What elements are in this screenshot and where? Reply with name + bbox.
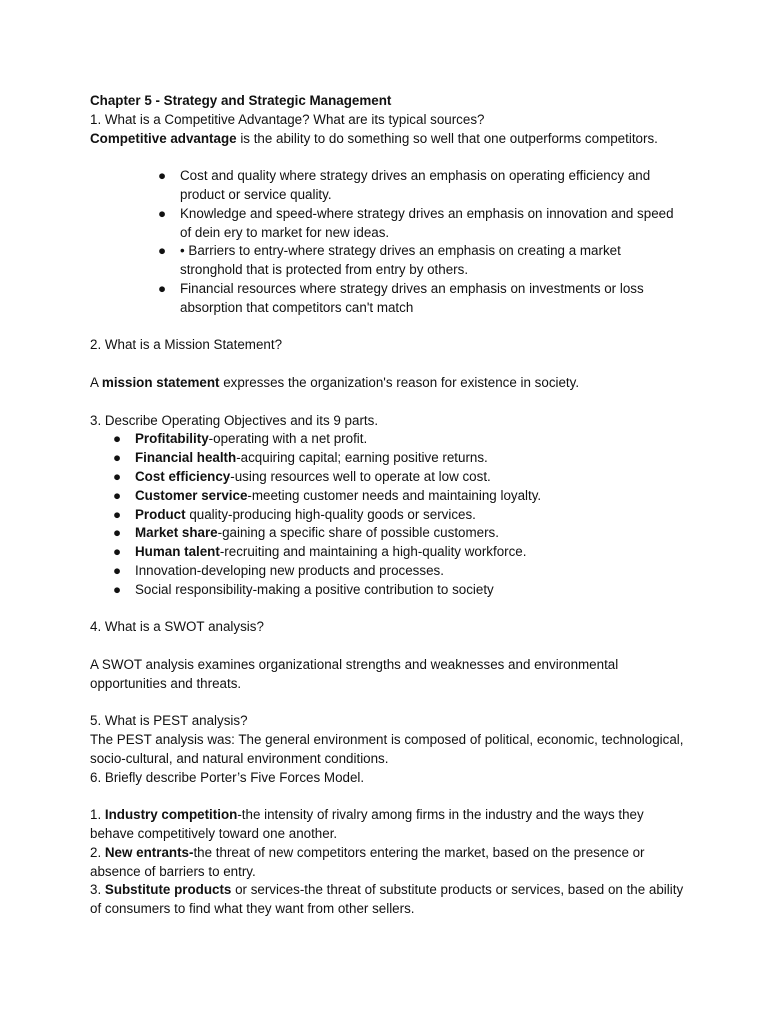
bullet-icon: ● bbox=[113, 544, 122, 560]
q5-answer: The PEST analysis was: The general environment is composed of political, economic, technological, socio-cultural, and natural environment conditions. bbox=[90, 732, 684, 766]
force-item: 3. Substitute products or services-the threat of substitute products or services, based on the ability of consumers to find what they want from other sellers. bbox=[90, 882, 684, 917]
force-item: 1. Industry competition-the intensity of rivalry among firms in the industry and the ways they behave competitively toward one another. bbox=[90, 807, 644, 842]
advantage-sources-list bbox=[158, 167, 680, 317]
q2-term: mission statement bbox=[101, 374, 220, 390]
q1-definition: is the ability to do something so well that one outperforms competitors. bbox=[236, 130, 658, 146]
list-item: ● Financial resources where strategy drives an emphasis on investments or loss absorption that competitors can't match bbox=[158, 280, 644, 315]
bullet-icon: ● bbox=[113, 450, 122, 466]
q5-question: 5. What is PEST analysis? bbox=[90, 713, 248, 729]
chapter-title: Chapter 5 - Strategy and Strategic Management bbox=[90, 93, 392, 108]
list-item: ● Profitability-operating with a net profit. bbox=[135, 430, 635, 449]
q2-question: 2. What is a Mission Statement? bbox=[90, 337, 283, 353]
list-item: ● Human talent-recruiting and maintaining a high-quality workforce. bbox=[135, 543, 635, 562]
bullet-icon: ● bbox=[113, 581, 122, 597]
list-item: ● Product quality-producing high-quality goods or services. bbox=[135, 506, 635, 525]
bullet-icon: ● bbox=[113, 431, 122, 447]
q4-answer: A SWOT analysis examines organizational strengths and weaknesses and environmental opportunities and threats. bbox=[90, 656, 619, 691]
list-item: ● Customer service-meeting customer needs and maintaining loyalty. bbox=[135, 487, 635, 506]
list-item: ● • Barriers to entry-where strategy drives an emphasis on creating a market stronghold that is protected from entry by others. bbox=[158, 243, 621, 278]
q1-answer bbox=[90, 130, 690, 149]
list-item: ● Cost efficiency-using resources well to operate at low cost. bbox=[135, 468, 635, 487]
bullet-icon: ● bbox=[158, 168, 167, 184]
bullet-icon: ● bbox=[113, 487, 122, 503]
q1-term: Competitive advantage bbox=[90, 130, 237, 146]
operating-objectives-list bbox=[113, 430, 635, 599]
list-item: ● Knowledge and speed-where strategy drives an emphasis on innovation and speed of dein ery to market for new ideas. bbox=[158, 205, 674, 240]
document-content bbox=[90, 92, 690, 919]
list-item: ● Cost and quality where strategy drives an emphasis on operating efficiency and product or service quality. bbox=[158, 168, 651, 202]
q3-question: 3. Describe Operating Objectives and its 9 parts. bbox=[90, 412, 379, 428]
bullet-icon: ● bbox=[113, 506, 122, 522]
bullet-icon: ● bbox=[158, 243, 167, 259]
list-item: ● Financial health-acquiring capital; earning positive returns. bbox=[135, 449, 635, 468]
q2-answer: A mission statement expresses the organization's reason for existence in society. bbox=[90, 374, 580, 390]
bullet-icon: ● bbox=[158, 280, 167, 296]
bullet-icon: ● bbox=[158, 205, 167, 221]
list-item: ● Innovation-developing new products and processes. bbox=[135, 562, 635, 581]
bullet-icon: ● bbox=[113, 562, 122, 578]
list-item: ● Market share-gaining a specific share of possible customers. bbox=[135, 524, 635, 543]
q1-question: 1. What is a Competitive Advantage? What are its typical sources? bbox=[90, 111, 485, 127]
list-item: ● Social responsibility-making a positive contribution to society bbox=[135, 581, 635, 600]
force-item: 2. New entrants-the threat of new competitors entering the market, based on the presence or absence of barriers to entry. bbox=[90, 844, 645, 879]
q4-question: 4. What is a SWOT analysis? bbox=[90, 619, 264, 635]
bullet-icon: ● bbox=[113, 525, 122, 541]
bullet-icon: ● bbox=[113, 468, 122, 484]
q6-question: 6. Briefly describe Porter’s Five Forces Model. bbox=[90, 769, 365, 785]
